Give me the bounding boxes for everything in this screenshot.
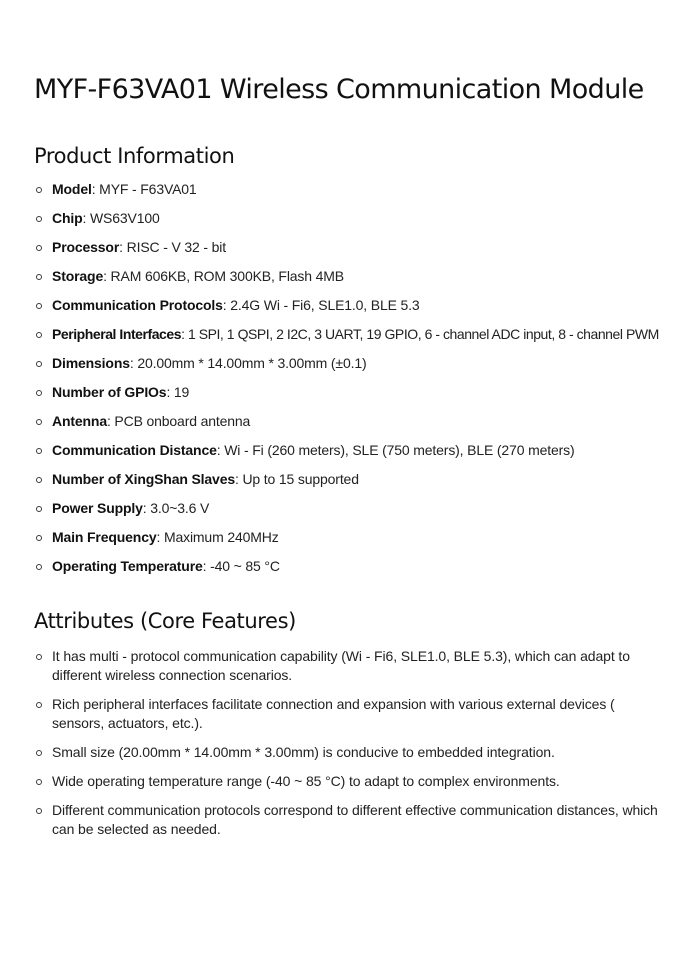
bullet-icon	[36, 390, 42, 396]
attributes-list	[34, 647, 667, 849]
bullet-icon	[36, 750, 42, 756]
page-title: MYF-F63VA01 Wireless Communication Module	[34, 74, 644, 105]
feature-text: Rich peripheral interfaces facilitate connection and expansion with various external devices ( sensors, actuators, etc.).	[52, 696, 615, 731]
bullet-icon	[36, 187, 42, 193]
spec-label: Operating Temperature	[52, 558, 203, 574]
bullet-icon	[36, 654, 42, 660]
bullet-icon	[36, 477, 42, 483]
feature-item	[34, 743, 667, 762]
bullet-icon	[36, 332, 42, 338]
spec-value: : MYF - F63VA01	[91, 181, 197, 197]
bullet-icon	[36, 419, 42, 425]
spec-item	[34, 238, 667, 267]
spec-item	[34, 499, 667, 528]
spec-label: Power Supply	[52, 500, 143, 516]
spec-value: : 19	[166, 384, 190, 400]
spec-item	[34, 296, 667, 325]
bullet-icon	[36, 808, 42, 814]
spec-label: Communication Protocols	[52, 297, 223, 313]
section-heading-product-information: Product Information	[34, 144, 235, 168]
spec-value: : -40 ~ 85 °C	[202, 558, 280, 574]
spec-item	[34, 267, 667, 296]
spec-value: : Maximum 240MHz	[156, 529, 279, 545]
spec-value: : 3.0~3.6 V	[142, 500, 210, 516]
spec-value: : RAM 606KB, ROM 300KB, Flash 4MB	[103, 268, 344, 284]
spec-item	[34, 209, 667, 238]
bullet-icon	[36, 216, 42, 222]
spec-value: : WS63V100	[82, 210, 160, 226]
spec-item	[34, 441, 667, 470]
product-information-list	[34, 180, 667, 586]
section-heading-attributes: Attributes (Core Features)	[34, 609, 296, 633]
spec-label: Storage	[52, 268, 104, 284]
spec-label: Number of XingShan Slaves	[52, 471, 235, 487]
feature-item	[34, 772, 667, 791]
feature-text: Different communication protocols correspond to different effective communication distances, which can be selected as needed.	[52, 802, 658, 837]
spec-label: Communication Distance	[52, 442, 217, 458]
bullet-icon	[36, 303, 42, 309]
bullet-icon	[36, 506, 42, 512]
spec-value: : 20.00mm * 14.00mm * 3.00mm (±0.1)	[129, 355, 367, 371]
spec-value: : Up to 15 supported	[234, 471, 359, 487]
bullet-icon	[36, 564, 42, 570]
spec-label: Number of GPIOs	[52, 384, 167, 400]
bullet-icon	[36, 361, 42, 367]
spec-value: : Wi - Fi (260 meters), SLE (750 meters), BLE (270 meters)	[216, 442, 575, 458]
bullet-icon	[36, 245, 42, 251]
feature-item	[34, 801, 667, 839]
spec-label: Peripheral Interfaces	[52, 326, 182, 342]
bullet-icon	[36, 448, 42, 454]
spec-item	[34, 557, 667, 586]
spec-value: : RISC - V 32 - bit	[119, 239, 226, 255]
spec-value: : PCB onboard antenna	[106, 413, 251, 429]
spec-label: Dimensions	[52, 355, 130, 371]
feature-text: Wide operating temperature range (-40 ~ 85 °C) to adapt to complex environments.	[52, 773, 560, 789]
spec-value: : 1 SPI, 1 QSPI, 2 I2C, 3 UART, 19 GPIO, 6 - channel ADC input, 8 - channel PWM	[181, 326, 659, 342]
spec-item	[34, 383, 667, 412]
feature-item	[34, 647, 667, 685]
spec-label: Chip	[52, 210, 83, 226]
spec-value: : 2.4G Wi - Fi6, SLE1.0, BLE 5.3	[222, 297, 420, 313]
feature-text: It has multi - protocol communication capability (Wi - Fi6, SLE1.0, BLE 5.3), which can adapt to different wireless connection scenarios.	[52, 648, 630, 683]
spec-item	[34, 325, 667, 354]
spec-item	[34, 180, 667, 209]
bullet-icon	[36, 274, 42, 280]
spec-label: Processor	[52, 239, 120, 255]
feature-text: Small size (20.00mm * 14.00mm * 3.00mm) is conducive to embedded integration.	[52, 744, 555, 760]
spec-item	[34, 528, 667, 557]
spec-label: Main Frequency	[52, 529, 157, 545]
bullet-icon	[36, 779, 42, 785]
spec-item	[34, 412, 667, 441]
bullet-icon	[36, 535, 42, 541]
spec-item	[34, 470, 667, 499]
bullet-icon	[36, 702, 42, 708]
spec-label: Antenna	[52, 413, 107, 429]
feature-item	[34, 695, 667, 733]
spec-item	[34, 354, 667, 383]
spec-label: Model	[52, 181, 92, 197]
